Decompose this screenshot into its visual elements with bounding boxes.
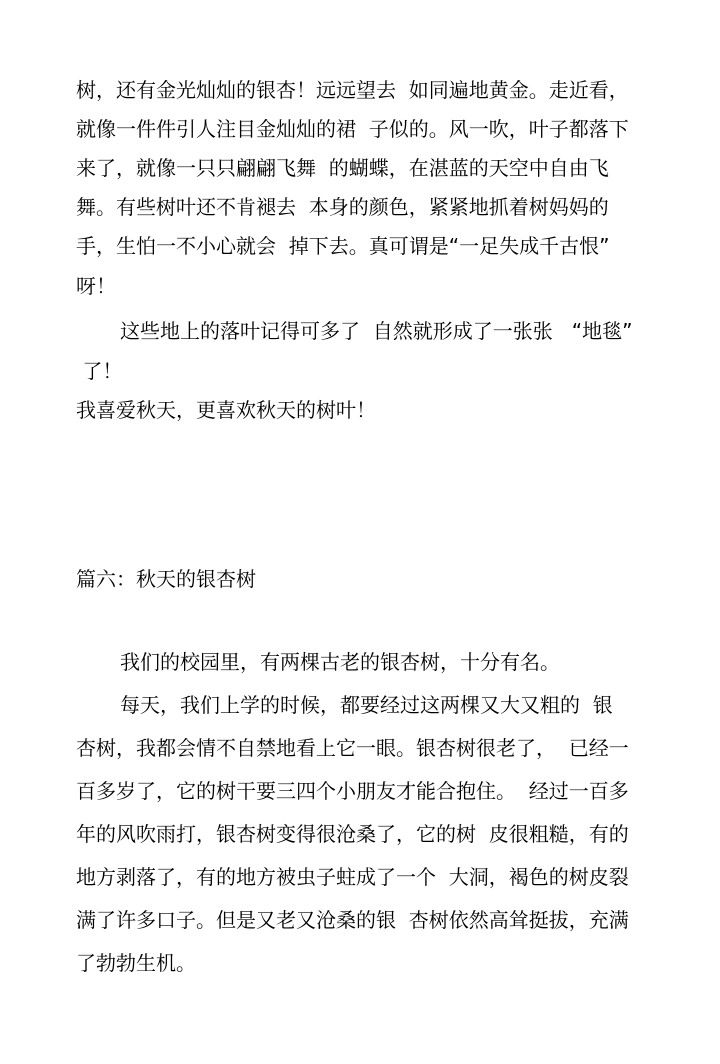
paragraph-line: 手，生怕一不小心就会 掉下去。真可谓是“一足失成千古恨” bbox=[76, 234, 610, 258]
paragraph-line: 树，还有金光灿灿的银杏！远远望去 如同遍地黄金。走近看， bbox=[76, 78, 629, 102]
paragraph-line: 就像一件件引人注目金灿灿的裙 子似的。风一吹，叶子都落下 bbox=[76, 117, 629, 141]
paragraph-line: 杏树，我都会情不自禁地看上它一眼。银杏树很老了， 已经一 bbox=[76, 736, 629, 760]
paragraph-line: 年的风吹雨打，银杏树变得很沧桑了，它的树 皮很粗糙，有的 bbox=[76, 822, 629, 846]
paragraph-line: 满了许多口子。但是又老又沧桑的银 杏树依然高耸挺拔，充满 bbox=[76, 908, 629, 932]
paragraph-line: 呀！ bbox=[76, 274, 116, 298]
paragraph-line: 来了，就像一只只翩翩飞舞 的蝴蝶，在湛蓝的天空中自由飞 bbox=[76, 156, 609, 180]
paragraph-line: 每天，我们上学的时候，都要经过这两棵又大又粗的 银 bbox=[120, 693, 613, 717]
paragraph-line: 地方剥落了，有的地方被虫子蛀成了一个 大洞，褐色的树皮裂 bbox=[76, 865, 629, 889]
closing-line: 我喜爱秋天，更喜欢秋天的树叶！ bbox=[76, 398, 376, 422]
paragraph-line: 了勃勃生机。 bbox=[76, 951, 196, 975]
section-title: 篇六：秋天的银杏树 bbox=[76, 567, 256, 591]
paragraph-line: 舞。有些树叶还不肯褪去 本身的颜色，紧紧地抓着树妈妈的 bbox=[76, 195, 609, 219]
paragraph-line: 了！ bbox=[76, 359, 123, 383]
paragraph-line: 我们的校园里，有两棵古老的银杏树，十分有名。 bbox=[120, 650, 560, 674]
paragraph-line: 百多岁了，它的树干要三四个小朋友才能合抱住。 经过一百多 bbox=[76, 779, 629, 803]
paragraph-line: 这些地上的落叶记得可多了 自然就形成了一张张 “地毯” bbox=[120, 319, 633, 343]
